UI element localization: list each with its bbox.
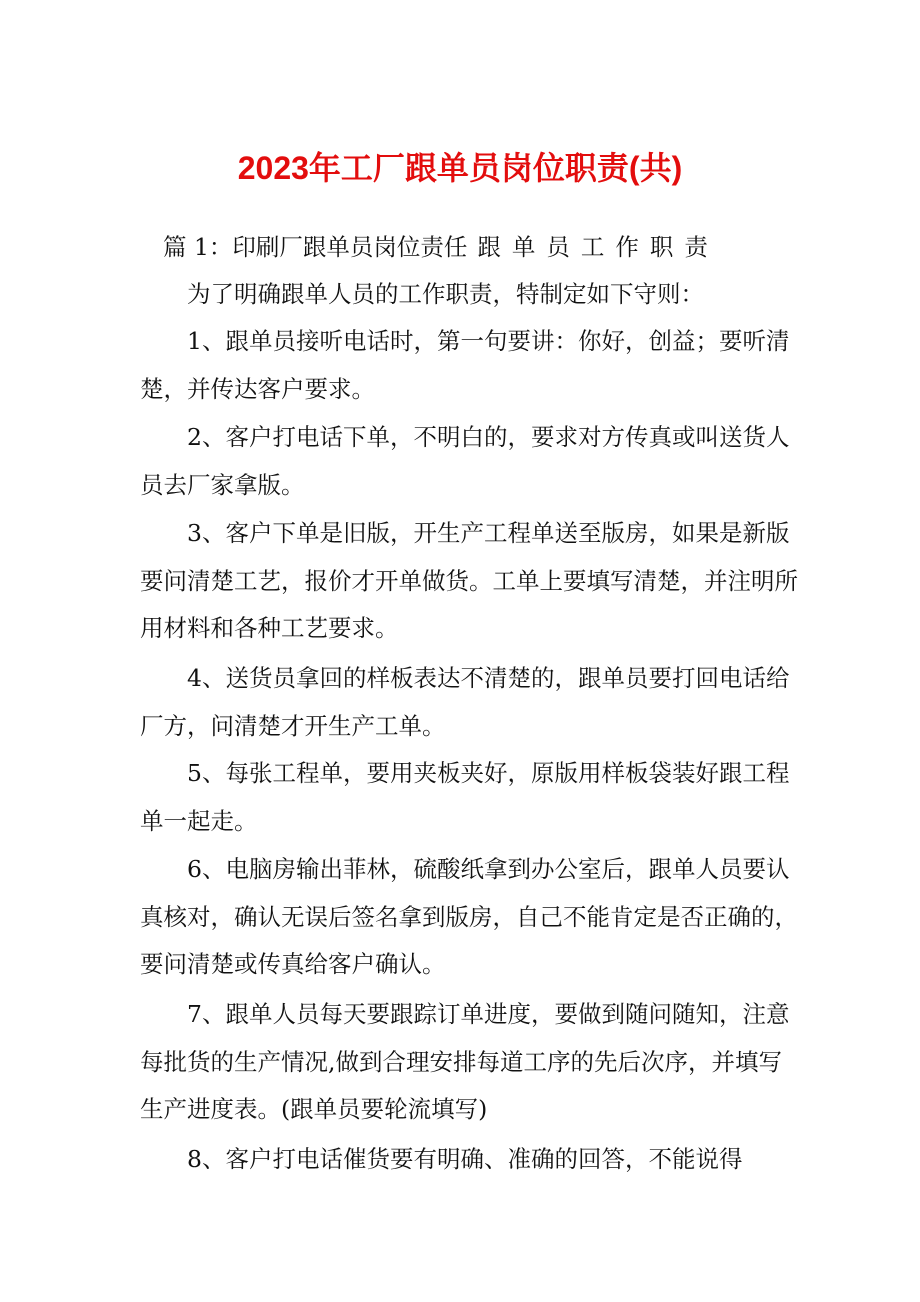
paragraph-item-6: 6、电脑房输出菲林，硫酸纸拿到办公室后，跟单人员要认真核对，确认无误后签名拿到版房，自己不能肯定是否正确的，要问清楚或传真给客户确认。 <box>140 855 798 978</box>
paragraph-item-5: 5、每张工程单，要用夹板夹好，原版用样板袋装好跟工程单一起走。 <box>140 759 790 835</box>
paragraph-item-4: 4、送货员拿回的样板表达不清楚的，跟单员要打回电话给厂方，问清楚才开生产工单。 <box>140 664 790 740</box>
section-heading <box>163 223 719 271</box>
document-title: 2023年工厂跟单员岗位职责(共) <box>237 150 683 186</box>
section-heading-spaced: 跟单员工作职责 <box>477 233 719 261</box>
paragraph-item-2: 2、客户打电话下单，不明白的，要求对方传真或叫送货人员去厂家拿版。 <box>140 423 790 499</box>
paragraph-item-3: 3、客户下单是旧版，开生产工程单送至版房，如果是新版要问清楚工艺，报价才开单做货。工单上要填写清楚，并注明所用材料和各种工艺要求。 <box>140 519 798 642</box>
paragraph-intro: 为了明确跟单人员的工作职责，特制定如下守则： <box>187 280 704 308</box>
paragraph-item-1: 1、跟单员接听电话时，第一句要讲：你好，创益；要听清楚，并传达客户要求。 <box>140 327 790 403</box>
paragraph-item-8: 8、客户打电话催货要有明确、准确的回答，不能说得 <box>187 1145 743 1173</box>
section-heading-main: 篇 1：印刷厂跟单员岗位责任 <box>163 233 468 261</box>
paragraph-item-7: 7、跟单人员每天要跟踪订单进度，要做到随问随知，注意每批货的生产情况,做到合理安排每道工序的先后次序，并填写生产进度表。(跟单员要轮流填写) <box>140 1000 790 1123</box>
